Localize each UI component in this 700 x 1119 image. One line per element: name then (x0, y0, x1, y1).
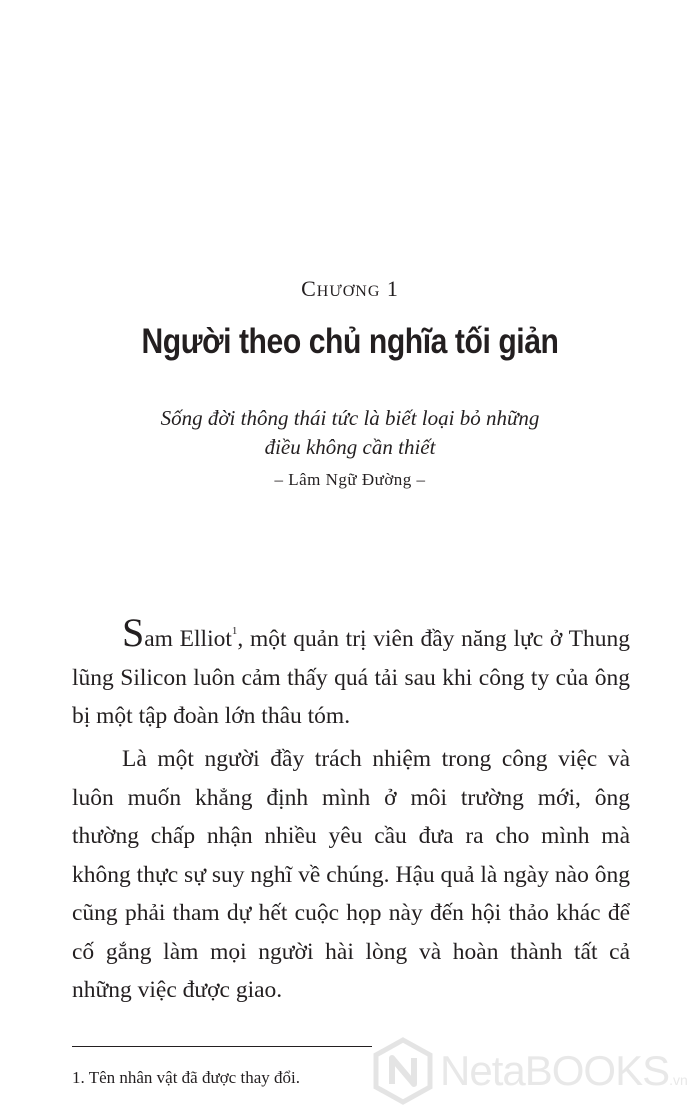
epigraph-line-2: điều không cần thiết (264, 435, 436, 459)
chapter-label-first: C (301, 276, 317, 301)
watermark-brand (440, 1047, 688, 1095)
netabooks-logo-icon (368, 1036, 438, 1106)
publisher-watermark (368, 1036, 698, 1106)
chapter-number: 1 (386, 276, 399, 301)
chapter-title: Người theo chủ nghĩa tối giản (141, 322, 559, 361)
body-paragraph-1 (72, 610, 630, 736)
chapter-label (0, 276, 700, 302)
epigraph-author: – Lâm Ngữ Đường – (274, 470, 426, 489)
watermark-brand-name: NetaBOOKS (440, 1047, 670, 1094)
epigraph (0, 404, 700, 462)
watermark-suffix: .vn (669, 1072, 688, 1088)
footnote-divider (72, 1046, 372, 1047)
drop-cap: S (122, 610, 145, 655)
paragraph-1-lead: am Elliot (144, 626, 232, 652)
body-paragraph-2: Là một người đầy trách nhiệm trong công việc và luôn muốn khẳng định mình ở môi trường mới, ông thường chấp nhận nhiều yêu cầu đưa ra cho mình mà không thực sự suy nghĩ về chúng. Hậu quả là ngày nào ông cũng phải tham dự hết cuộc họp này đến hội thảo khác để cố gắng làm mọi người hài lòng và hoàn thành tất cả những việc được giao. (72, 746, 630, 1003)
epigraph-line-1: Sống đời thông thái tức là biết loại bỏ những (160, 406, 540, 430)
paragraph-1-text: , một quản trị viên đầy năng lực ở Thung lũng Silicon luôn cảm thấy quá tải sau khi công ty của ông bị một tập đoàn lớn thâu tóm. (72, 626, 630, 729)
footnote-reference[interactable]: 1 (231, 625, 238, 637)
footnote: 1. Tên nhân vật đã được thay đổi. (72, 1068, 300, 1087)
chapter-label-rest: HƯƠNG (316, 283, 381, 300)
